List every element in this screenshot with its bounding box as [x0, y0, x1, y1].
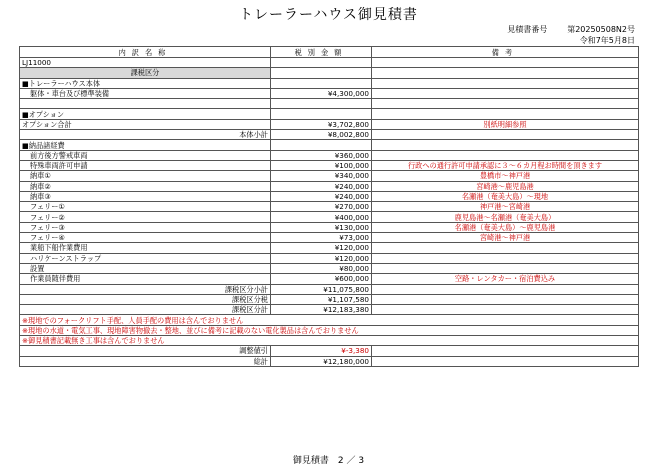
quote-number [507, 24, 635, 35]
row-note [372, 346, 639, 356]
row-amount: ¥12,183,380 [271, 305, 372, 315]
row-note [372, 88, 639, 98]
row-note [372, 99, 639, 109]
row-amount: ¥100,000 [271, 160, 372, 170]
row-item: オプション合計 [20, 119, 271, 129]
row-note: 宮崎港～鹿児島港 [372, 181, 639, 191]
row-note [372, 253, 639, 263]
table-row [20, 315, 639, 325]
row-item: 課税区分 [20, 68, 271, 78]
row-note [372, 243, 639, 253]
row-item: 特殊車両許可申請 [20, 160, 271, 170]
table-row [20, 263, 639, 273]
table-row [20, 243, 639, 253]
row-note: 名瀬港（奄美大島）～現地 [372, 191, 639, 201]
estimate-table [19, 46, 639, 367]
row-note [372, 150, 639, 160]
row-item: ハリケーンストラップ [20, 253, 271, 263]
row-note: 別紙明細参照 [372, 119, 639, 129]
table-row [20, 88, 639, 98]
row-item: 前方後方警戒車両 [20, 150, 271, 160]
row-amount: ¥11,075,800 [271, 284, 372, 294]
row-amount: ¥8,002,800 [271, 130, 372, 140]
document-title: トレーラーハウス御見積書 [239, 7, 418, 23]
row-item: 課税区分小計 [20, 284, 271, 294]
table-row [20, 160, 639, 170]
row-note: 宮崎港～神戸港 [372, 233, 639, 243]
row-note: 鹿児島港～名瀬港（奄美大島） [372, 212, 639, 222]
row-note: 空路・レンタカー・宿泊費込み [372, 274, 639, 284]
header-amount: 税別金額 [271, 47, 372, 58]
row-amount: ¥360,000 [271, 150, 372, 160]
quote-number-value: 第20250508N2号 [567, 25, 635, 34]
row-amount: ¥120,000 [271, 253, 372, 263]
row-note [372, 140, 639, 150]
row-item [20, 99, 271, 109]
table-row [20, 222, 639, 232]
row-amount: ¥73,000 [271, 233, 372, 243]
row-item: フェリー③ [20, 222, 271, 232]
row-amount: ¥4,300,000 [271, 88, 372, 98]
header-note: 備考 [372, 47, 639, 58]
row-amount: ¥80,000 [271, 263, 372, 273]
table-row [20, 325, 639, 335]
row-note [372, 109, 639, 119]
table-row [20, 171, 639, 181]
table-row [20, 109, 639, 119]
row-amount: ¥12,180,000 [271, 356, 372, 366]
table-row [20, 294, 639, 304]
row-amount [271, 140, 372, 150]
table-row [20, 274, 639, 284]
table-row [20, 130, 639, 140]
row-note: 行政への通行許可申請承認に３～６カ月程お時間を頂きます [372, 160, 639, 170]
row-amount [271, 99, 372, 109]
table-row [20, 202, 639, 212]
row-note [372, 68, 639, 78]
row-note: 神戸港～宮崎港 [372, 202, 639, 212]
row-note [372, 294, 639, 304]
row-amount: ¥340,000 [271, 171, 372, 181]
header-item: 内訳名称 [20, 47, 271, 58]
row-note [372, 263, 639, 273]
table-row [20, 68, 639, 78]
row-amount [271, 58, 372, 68]
row-amount [271, 78, 372, 88]
table-row [20, 336, 639, 346]
row-item: 納車③ [20, 191, 271, 201]
table-row [20, 58, 639, 68]
row-amount: ¥130,000 [271, 222, 372, 232]
row-item: フェリー④ [20, 233, 271, 243]
table-row [20, 140, 639, 150]
table-row [20, 212, 639, 222]
row-item: 課税区分税 [20, 294, 271, 304]
row-note: 豊橋市～神戸港 [372, 171, 639, 181]
row-item: ■オプション [20, 109, 271, 119]
row-item: 本体小計 [20, 130, 271, 140]
row-amount [271, 109, 372, 119]
table-row [20, 99, 639, 109]
row-item: 納車② [20, 181, 271, 191]
table-row [20, 284, 639, 294]
row-item: ■トレーラーハウス本体 [20, 78, 271, 88]
row-item: 作業員随伴費用 [20, 274, 271, 284]
row-item: 設置 [20, 263, 271, 273]
row-item: 総計 [20, 356, 271, 366]
row-item: ※御見積書記載無き工事は含んでおりません [20, 336, 639, 346]
row-amount: ¥1,107,580 [271, 294, 372, 304]
row-item: 調整値引 [20, 346, 271, 356]
row-amount: ¥240,000 [271, 181, 372, 191]
table-row [20, 356, 639, 366]
row-note [372, 284, 639, 294]
row-amount: ¥600,000 [271, 274, 372, 284]
table-row [20, 181, 639, 191]
row-amount: ¥240,000 [271, 191, 372, 201]
row-item: 課税区分計 [20, 305, 271, 315]
table-row [20, 150, 639, 160]
row-amount: ¥-3,380 [271, 346, 372, 356]
row-note: 名瀬港（奄美大島）～鹿児島港 [372, 222, 639, 232]
row-item: フェリー② [20, 212, 271, 222]
row-item: ※現地の水道・電気工事、現地障害物撤去・整地、並びに備考に記載のない電化製品は含んでおりません [20, 325, 639, 335]
table-row [20, 119, 639, 129]
quote-number-label: 見積書番号 [507, 25, 548, 34]
row-amount [271, 68, 372, 78]
quote-date: 令和7年5月8日 [579, 36, 635, 45]
table-row [20, 78, 639, 88]
table-row [20, 191, 639, 201]
table-row [20, 253, 639, 263]
row-note [372, 130, 639, 140]
table-row [20, 346, 639, 356]
row-amount: ¥400,000 [271, 212, 372, 222]
page-footer: 御見積書 2 ／ 3 [292, 456, 365, 466]
row-item: ※現地でのフォークリフト手配、人員手配の費用は含んでおりません [20, 315, 639, 325]
row-amount: ¥120,000 [271, 243, 372, 253]
row-amount: ¥3,702,800 [271, 119, 372, 129]
row-item: ■納品諸経費 [20, 140, 271, 150]
row-item: フェリー① [20, 202, 271, 212]
row-note [372, 58, 639, 68]
table-header-row [20, 47, 639, 58]
row-note [372, 305, 639, 315]
row-note [372, 78, 639, 88]
row-item: 躯体・車台及び標準装備 [20, 88, 271, 98]
row-item: LJ11000 [20, 58, 271, 68]
table-row [20, 305, 639, 315]
table-row [20, 233, 639, 243]
row-note [372, 356, 639, 366]
row-item: 納車① [20, 171, 271, 181]
row-amount: ¥270,000 [271, 202, 372, 212]
row-item: 業船下船作業費用 [20, 243, 271, 253]
